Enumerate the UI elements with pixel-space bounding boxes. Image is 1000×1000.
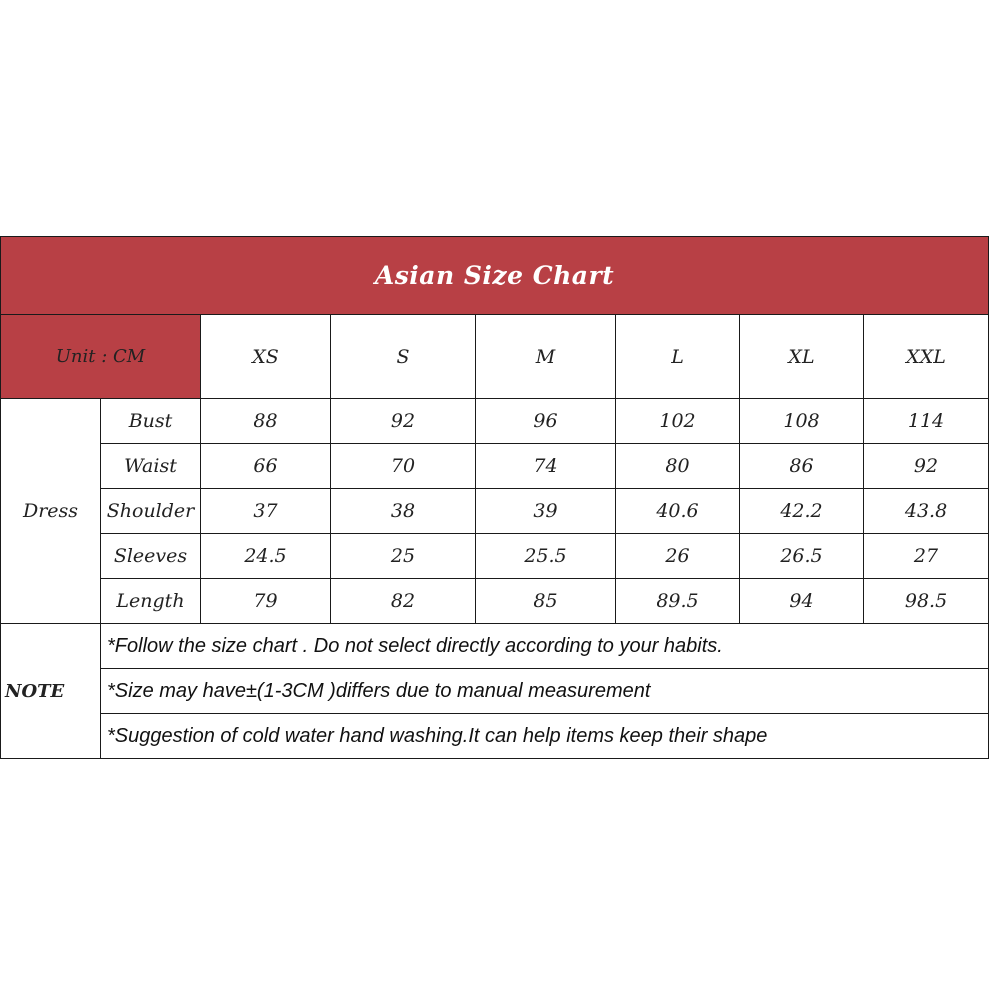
table-row [1,489,989,534]
value-cell: 74 [476,444,616,489]
size-header-xxl: XXL [864,315,989,399]
value-cell: 37 [201,489,331,534]
measure-label-shoulder: Shoulder [101,489,201,534]
value-cell: 43.8 [864,489,989,534]
measure-label-waist: Waist [101,444,201,489]
size-header-xl: XL [740,315,864,399]
value-cell: 98.5 [864,579,989,624]
table-row [1,579,989,624]
size-header-s: S [331,315,476,399]
value-cell: 82 [331,579,476,624]
value-cell: 40.6 [616,489,740,534]
value-cell: 92 [864,444,989,489]
value-cell: 39 [476,489,616,534]
chart-title: Asian Size Chart [1,237,989,315]
size-chart-table [0,236,989,759]
value-cell: 96 [476,399,616,444]
note-line: *Suggestion of cold water hand washing.It can help items keep their shape [101,714,989,759]
value-cell: 27 [864,534,989,579]
value-cell: 94 [740,579,864,624]
size-header-xs: XS [201,315,331,399]
value-cell: 88 [201,399,331,444]
value-cell: 42.2 [740,489,864,534]
value-cell: 26.5 [740,534,864,579]
value-cell: 89.5 [616,579,740,624]
garment-group-label: Dress [1,399,101,624]
measure-label-sleeves: Sleeves [101,534,201,579]
value-cell: 102 [616,399,740,444]
value-cell: 85 [476,579,616,624]
measure-label-bust: Bust [101,399,201,444]
value-cell: 25 [331,534,476,579]
value-cell: 108 [740,399,864,444]
value-cell: 79 [201,579,331,624]
value-cell: 86 [740,444,864,489]
value-cell: 25.5 [476,534,616,579]
value-cell: 24.5 [201,534,331,579]
table-row [1,399,989,444]
table-row [1,444,989,489]
value-cell: 70 [331,444,476,489]
measure-label-length: Length [101,579,201,624]
size-header-l: L [616,315,740,399]
note-row [1,714,989,759]
table-row [1,534,989,579]
note-row [1,669,989,714]
value-cell: 66 [201,444,331,489]
value-cell: 92 [331,399,476,444]
value-cell: 38 [331,489,476,534]
note-line: *Follow the size chart . Do not select directly according to your habits. [101,624,989,669]
unit-label: Unit : CM [1,315,201,399]
note-row [1,624,989,669]
value-cell: 114 [864,399,989,444]
value-cell: 26 [616,534,740,579]
note-label: NOTE [1,624,101,759]
size-header-m: M [476,315,616,399]
value-cell: 80 [616,444,740,489]
note-line: *Size may have±(1-3CM )differs due to manual measurement [101,669,989,714]
